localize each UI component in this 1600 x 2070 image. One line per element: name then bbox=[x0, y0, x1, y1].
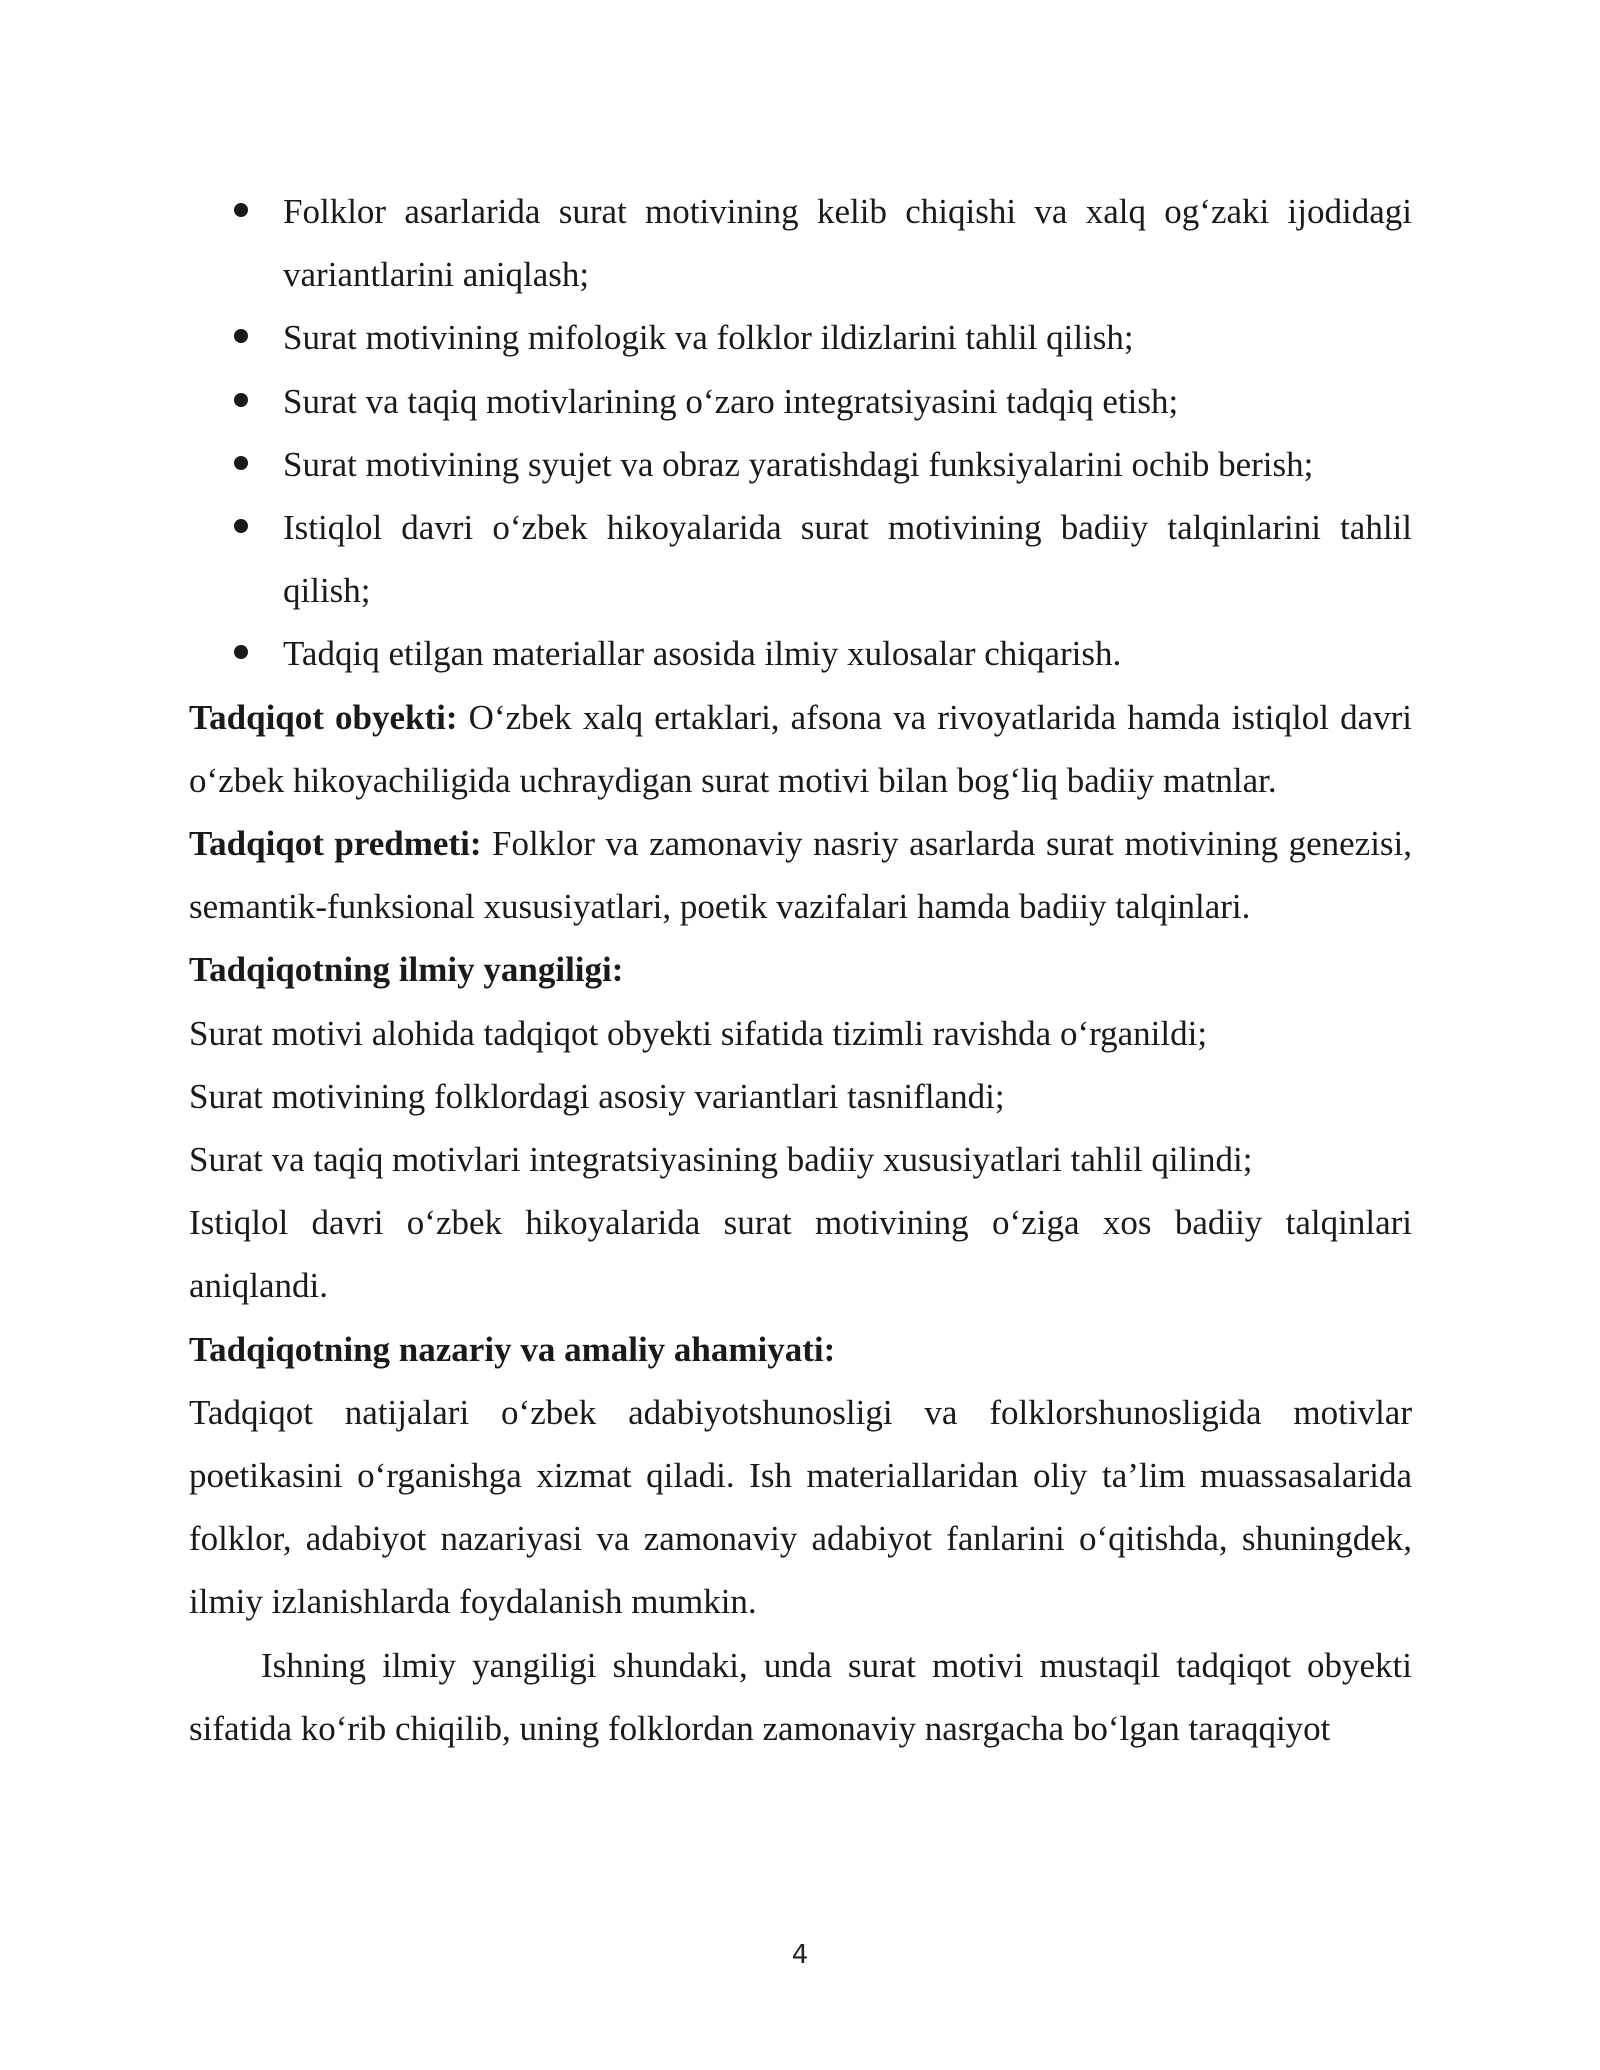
research-object-text: O‘zbek xalq ertaklari, afsona va rivoyatlarida hamda istiqlol davri o‘zbek hikoyachiligida uchraydigan surat motivi bilan bog‘liq badiiy matnlar. bbox=[189, 697, 1412, 800]
bullet-icon bbox=[234, 645, 248, 659]
page-number: 4 bbox=[791, 1940, 809, 1970]
list-item bbox=[189, 306, 1412, 369]
list-item-text: Istiqlol davri o‘zbek hikoyalarida surat motivining badiiy talqinlarini tahlil qilish; bbox=[283, 508, 1412, 611]
list-item-text: Surat motivining mifologik va folklor ildizlarini tahlil qilish; bbox=[283, 318, 1134, 358]
list-item bbox=[189, 496, 1412, 622]
significance-paragraph: Tadqiqot natijalari o‘zbek adabiyotshunosligi va folklorshunosligida motivlar poetikasini o‘rganishga xizmat qiladi. Ish materiallaridan oliy ta’lim muassasalarida folklor, adabiyot nazariyasi va zamonaviy adabiyot fanlarini o‘qitishda, shuningdek, ilmiy izlanishlarda foydalanish mumkin. bbox=[189, 1392, 1412, 1622]
research-object-label: Tadqiqot obyekti: bbox=[189, 697, 458, 737]
bullet-icon bbox=[234, 203, 248, 217]
research-object-paragraph bbox=[189, 686, 1412, 812]
list-item bbox=[189, 370, 1412, 433]
final-paragraph: Ishning ilmiy yangiligi shundaki, unda surat motivi mustaqil tadqiqot obyekti sifatida ko‘rib chiqilib, uning folklordan zamonaviy nasrgacha bo‘lgan taraqqiyot bbox=[189, 1645, 1412, 1748]
research-subject-text: Folklor va zamonaviy nasriy asarlarda surat motivining genezisi, semantik-funksional xususiyatlari, poetik vazifalari hamda badiiy talqinlari. bbox=[189, 824, 1413, 927]
list-item bbox=[189, 433, 1412, 496]
list-item bbox=[189, 622, 1412, 685]
page-body bbox=[189, 180, 1412, 1760]
bullet-icon bbox=[234, 393, 248, 407]
list-item bbox=[189, 180, 1412, 306]
list-item-text: Surat va taqiq motivlarining o‘zaro integratsiyasini tadqiq etish; bbox=[283, 381, 1179, 421]
list-item-text: Folklor asarlarida surat motivining kelib chiqishi va xalq og‘zaki ijodidagi variantlarini aniqlash; bbox=[283, 192, 1412, 295]
research-subject-paragraph bbox=[189, 812, 1412, 938]
significance-heading: Tadqiqotning nazariy va amaliy ahamiyati: bbox=[189, 1329, 836, 1369]
list-item-text: Tadqiq etilgan materiallar asosida ilmiy xulosalar chiqarish. bbox=[283, 634, 1122, 674]
bullet-icon bbox=[234, 456, 248, 470]
novelty-item: Surat motivining folklordagi asosiy variantlari tasniflandi; bbox=[189, 1076, 1005, 1116]
research-subject-label: Tadqiqot predmeti: bbox=[189, 824, 482, 864]
novelty-item: Istiqlol davri o‘zbek hikoyalarida surat motivining o‘ziga xos badiiy talqinlari aniqlandi. bbox=[189, 1203, 1412, 1306]
objectives-list bbox=[189, 180, 1412, 686]
bullet-icon bbox=[234, 329, 248, 343]
list-item-text: Surat motivining syujet va obraz yaratishdagi funksiyalarini ochib berish; bbox=[283, 444, 1314, 484]
novelty-item: Surat va taqiq motivlari integratsiyasining badiiy xususiyatlari tahlil qilindi; bbox=[189, 1140, 1253, 1180]
novelty-item: Surat motivi alohida tadqiqot obyekti sifatida tizimli ravishda o‘rganildi; bbox=[189, 1013, 1208, 1053]
bullet-icon bbox=[234, 519, 248, 533]
novelty-heading: Tadqiqotning ilmiy yangiligi: bbox=[189, 950, 624, 990]
